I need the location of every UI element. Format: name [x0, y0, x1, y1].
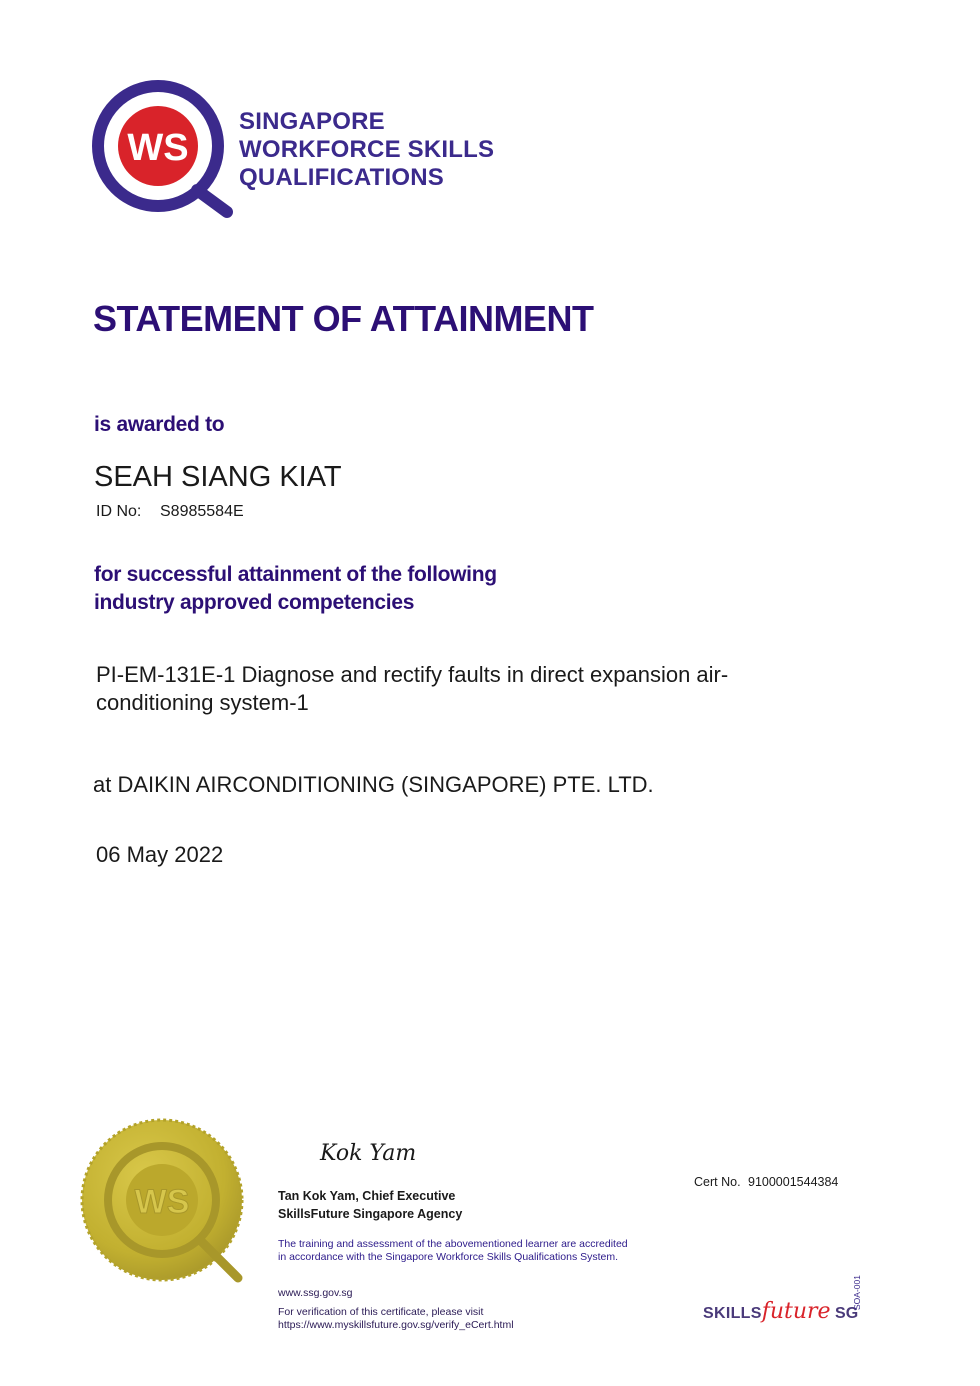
form-code: SOA-001	[852, 1275, 862, 1310]
cert-number-label: Cert No.	[694, 1175, 741, 1189]
certificate-title: STATEMENT OF ATTAINMENT	[93, 298, 594, 339]
id-value: S8985584E	[160, 503, 244, 520]
wsq-logo	[92, 80, 242, 220]
award-date: 06 May 2022	[96, 842, 224, 867]
accreditation-line-1: The training and assessment of the abovementioned learner are accredited	[278, 1238, 628, 1250]
verification-link[interactable]: https://www.myskillsfuture.gov.sg/verify_eCert.html	[278, 1319, 514, 1331]
attainment-label-line-2: industry approved competencies	[94, 591, 415, 614]
verification-note: For verification of this certificate, please visit	[278, 1306, 484, 1318]
brand-future: future	[761, 1299, 831, 1324]
awarded-label: is awarded to	[94, 413, 225, 436]
signer-name: Tan Kok Yam, Chief Executive	[278, 1189, 456, 1203]
brand-skills: SKILLS	[703, 1305, 762, 1322]
attainment-label-line-1: for successful attainment of the following	[94, 563, 497, 586]
org-name-line-3: QUALIFICATIONS	[239, 164, 445, 191]
org-name-line-2: WORKFORCE SKILLS	[239, 136, 495, 163]
training-organisation: at DAIKIN AIRCONDITIONING (SINGAPORE) PTE. LTD.	[93, 772, 654, 797]
competency-line-2: conditioning system-1	[96, 690, 309, 715]
cert-number-value: 9100001544384	[748, 1175, 839, 1189]
id-label: ID No:	[96, 503, 142, 520]
gold-seal-icon	[80, 1118, 250, 1288]
signature-text: Kok Yam	[320, 1141, 417, 1166]
brand-sg: SG	[835, 1305, 859, 1322]
org-name-line-1: SINGAPORE	[239, 108, 385, 135]
logo-letters: WS	[127, 127, 189, 169]
signer-organisation: SkillsFuture Singapore Agency	[278, 1207, 463, 1221]
website-link[interactable]: www.ssg.gov.sg	[278, 1287, 353, 1299]
recipient-name: SEAH SIANG KIAT	[94, 461, 342, 493]
seal-letters: WS	[134, 1183, 190, 1221]
accreditation-line-2: in accordance with the Singapore Workforce Skills Qualifications System.	[278, 1251, 619, 1263]
signature-image	[318, 1130, 428, 1174]
competency-line-1: PI-EM-131E-1 Diagnose and rectify faults in direct expansion air-	[96, 662, 729, 687]
skillsfuture-sg-logo	[703, 1299, 858, 1329]
